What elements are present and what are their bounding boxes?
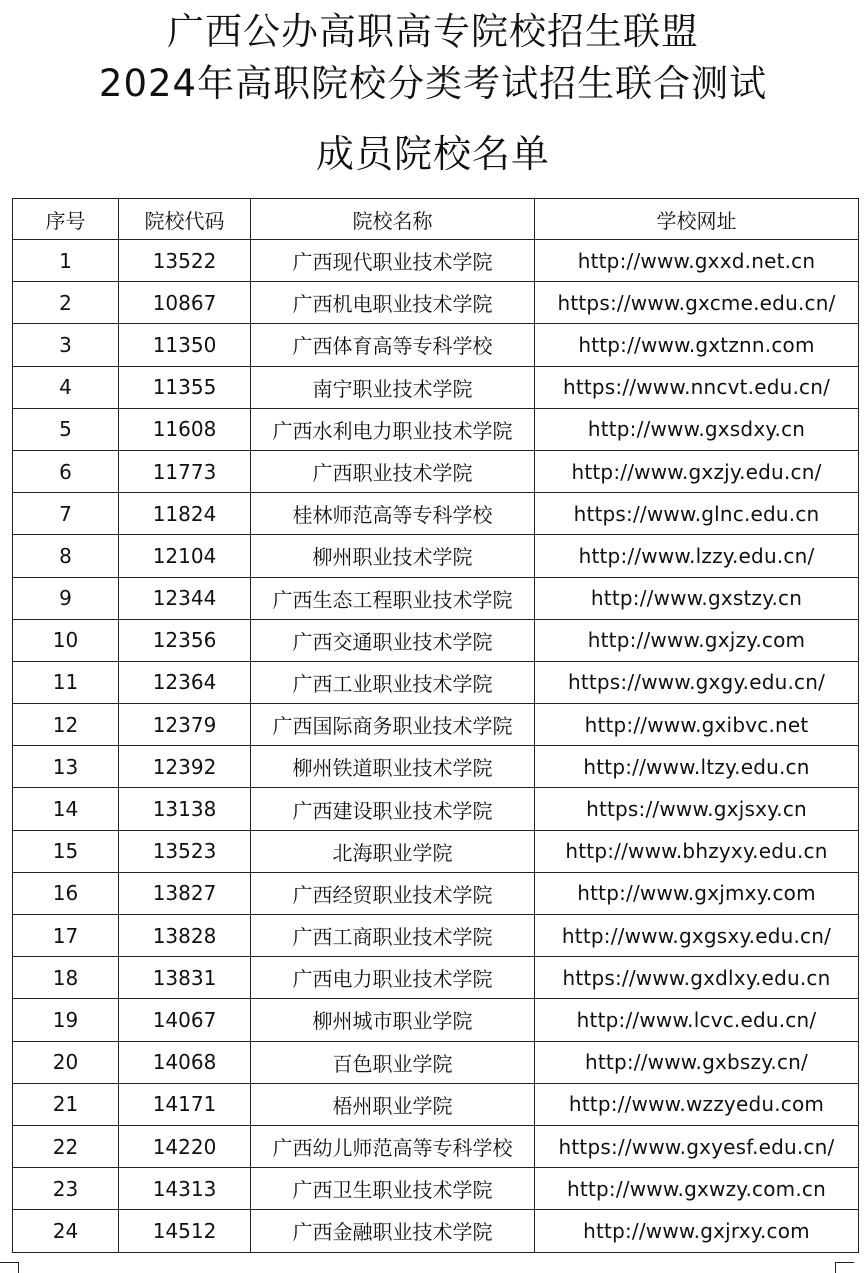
table-row bbox=[13, 957, 859, 999]
school-name: 广西工业职业技术学院 bbox=[251, 661, 535, 703]
table-row bbox=[13, 366, 859, 408]
school-website[interactable]: https://www.gxyesf.edu.cn/ bbox=[535, 1125, 859, 1167]
table-row bbox=[13, 1125, 859, 1167]
row-index: 12 bbox=[13, 704, 119, 746]
header-code: 院校代码 bbox=[119, 199, 251, 240]
row-index: 8 bbox=[13, 535, 119, 577]
school-website[interactable]: https://www.gxgy.edu.cn/ bbox=[535, 661, 859, 703]
school-name: 北海职业学院 bbox=[251, 830, 535, 872]
school-website[interactable]: http://www.gxjzy.com bbox=[535, 619, 859, 661]
row-index: 23 bbox=[13, 1168, 119, 1210]
school-code: 12344 bbox=[119, 577, 251, 619]
title-line-1: 广西公办高职高专院校招生联盟 bbox=[167, 10, 699, 53]
title-line-2: 2024年高职院校分类考试招生联合测试 bbox=[98, 62, 768, 105]
row-index: 16 bbox=[13, 872, 119, 914]
school-code: 11824 bbox=[119, 493, 251, 535]
school-code: 11350 bbox=[119, 324, 251, 366]
school-name: 广西电力职业技术学院 bbox=[251, 957, 535, 999]
school-name: 广西经贸职业技术学院 bbox=[251, 872, 535, 914]
school-code: 13827 bbox=[119, 872, 251, 914]
school-name: 广西现代职业技术学院 bbox=[251, 240, 535, 282]
school-website[interactable]: http://www.gxbszy.cn/ bbox=[535, 1041, 859, 1083]
table-row bbox=[13, 915, 859, 957]
school-website[interactable]: http://www.gxjrxy.com bbox=[535, 1210, 859, 1252]
school-code: 14512 bbox=[119, 1210, 251, 1252]
table-row bbox=[13, 619, 859, 661]
row-index: 5 bbox=[13, 408, 119, 450]
school-code: 12392 bbox=[119, 746, 251, 788]
row-index: 11 bbox=[13, 661, 119, 703]
school-name: 广西水利电力职业技术学院 bbox=[251, 408, 535, 450]
row-index: 22 bbox=[13, 1125, 119, 1167]
school-website[interactable]: https://www.glnc.edu.cn bbox=[535, 493, 859, 535]
school-website[interactable]: http://www.gxwzy.com.cn bbox=[535, 1168, 859, 1210]
school-name: 广西机电职业技术学院 bbox=[251, 282, 535, 324]
school-website[interactable]: https://www.gxcme.edu.cn/ bbox=[535, 282, 859, 324]
school-code: 12379 bbox=[119, 704, 251, 746]
row-index: 21 bbox=[13, 1083, 119, 1125]
table-row bbox=[13, 1083, 859, 1125]
school-code: 12356 bbox=[119, 619, 251, 661]
table-row bbox=[13, 240, 859, 282]
header-school-name: 院校名称 bbox=[251, 199, 535, 240]
school-name: 广西国际商务职业技术学院 bbox=[251, 704, 535, 746]
row-index: 15 bbox=[13, 830, 119, 872]
table-row bbox=[13, 577, 859, 619]
row-index: 3 bbox=[13, 324, 119, 366]
school-name: 广西交通职业技术学院 bbox=[251, 619, 535, 661]
school-name: 广西职业技术学院 bbox=[251, 450, 535, 492]
school-code: 13138 bbox=[119, 788, 251, 830]
school-code: 13523 bbox=[119, 830, 251, 872]
school-code: 12364 bbox=[119, 661, 251, 703]
school-name: 广西生态工程职业技术学院 bbox=[251, 577, 535, 619]
school-code: 14171 bbox=[119, 1083, 251, 1125]
row-index: 10 bbox=[13, 619, 119, 661]
school-code: 13831 bbox=[119, 957, 251, 999]
row-index: 14 bbox=[13, 788, 119, 830]
school-code: 13522 bbox=[119, 240, 251, 282]
row-index: 7 bbox=[13, 493, 119, 535]
table-continuation-edge-left bbox=[0, 1262, 19, 1273]
school-name: 南宁职业技术学院 bbox=[251, 366, 535, 408]
school-name: 百色职业学院 bbox=[251, 1041, 535, 1083]
table-row bbox=[13, 408, 859, 450]
school-code: 12104 bbox=[119, 535, 251, 577]
table-row bbox=[13, 661, 859, 703]
school-code: 13828 bbox=[119, 915, 251, 957]
title-line-3: 成员院校名单 bbox=[315, 132, 550, 176]
row-index: 4 bbox=[13, 366, 119, 408]
school-website[interactable]: http://www.lzzy.edu.cn/ bbox=[535, 535, 859, 577]
school-name: 广西卫生职业技术学院 bbox=[251, 1168, 535, 1210]
school-website[interactable]: http://www.ltzy.edu.cn bbox=[535, 746, 859, 788]
row-index: 9 bbox=[13, 577, 119, 619]
school-name: 柳州职业技术学院 bbox=[251, 535, 535, 577]
school-code: 10867 bbox=[119, 282, 251, 324]
school-website[interactable]: http://www.wzzyedu.com bbox=[535, 1083, 859, 1125]
row-index: 2 bbox=[13, 282, 119, 324]
row-index: 24 bbox=[13, 1210, 119, 1252]
table-row bbox=[13, 999, 859, 1041]
table-row bbox=[13, 324, 859, 366]
school-name: 梧州职业学院 bbox=[251, 1083, 535, 1125]
header-index: 序号 bbox=[13, 199, 119, 240]
school-website[interactable]: http://www.gxzjy.edu.cn/ bbox=[535, 450, 859, 492]
school-website[interactable]: http://www.lcvc.edu.cn/ bbox=[535, 999, 859, 1041]
school-website[interactable]: https://www.gxjsxy.cn bbox=[535, 788, 859, 830]
table-row bbox=[13, 1168, 859, 1210]
school-website[interactable]: http://www.gxstzy.cn bbox=[535, 577, 859, 619]
table-row bbox=[13, 872, 859, 914]
school-code: 14068 bbox=[119, 1041, 251, 1083]
table-row bbox=[13, 746, 859, 788]
school-website[interactable]: http://www.gxsdxy.cn bbox=[535, 408, 859, 450]
school-name: 广西建设职业技术学院 bbox=[251, 788, 535, 830]
table-continuation-edge-right bbox=[835, 1262, 854, 1273]
table-row bbox=[13, 1041, 859, 1083]
table-row bbox=[13, 1210, 859, 1252]
school-code: 11355 bbox=[119, 366, 251, 408]
school-code: 14313 bbox=[119, 1168, 251, 1210]
school-website[interactable]: http://www.gxtznn.com bbox=[535, 324, 859, 366]
school-code: 14220 bbox=[119, 1125, 251, 1167]
table-row bbox=[13, 535, 859, 577]
school-website[interactable]: https://www.gxdlxy.edu.cn bbox=[535, 957, 859, 999]
table-header-row bbox=[13, 199, 859, 240]
school-name: 广西金融职业技术学院 bbox=[251, 1210, 535, 1252]
school-code: 14067 bbox=[119, 999, 251, 1041]
header-website: 学校网址 bbox=[535, 199, 859, 240]
row-index: 1 bbox=[13, 240, 119, 282]
table-row bbox=[13, 493, 859, 535]
school-name: 桂林师范高等专科学校 bbox=[251, 493, 535, 535]
row-index: 13 bbox=[13, 746, 119, 788]
row-index: 19 bbox=[13, 999, 119, 1041]
school-website[interactable]: http://www.gxjmxy.com bbox=[535, 872, 859, 914]
school-name: 广西幼儿师范高等专科学校 bbox=[251, 1125, 535, 1167]
row-index: 20 bbox=[13, 1041, 119, 1083]
school-website[interactable]: https://www.nncvt.edu.cn/ bbox=[535, 366, 859, 408]
table-row bbox=[13, 704, 859, 746]
row-index: 17 bbox=[13, 915, 119, 957]
school-name: 柳州铁道职业技术学院 bbox=[251, 746, 535, 788]
school-website[interactable]: http://www.bhzyxy.edu.cn bbox=[535, 830, 859, 872]
table-row bbox=[13, 282, 859, 324]
school-website[interactable]: http://www.gxxd.net.cn bbox=[535, 240, 859, 282]
school-name: 广西体育高等专科学校 bbox=[251, 324, 535, 366]
school-website[interactable]: http://www.gxgsxy.edu.cn/ bbox=[535, 915, 859, 957]
row-index: 6 bbox=[13, 450, 119, 492]
member-schools-table bbox=[12, 198, 859, 1253]
school-name: 广西工商职业技术学院 bbox=[251, 915, 535, 957]
school-name: 柳州城市职业学院 bbox=[251, 999, 535, 1041]
table-row bbox=[13, 450, 859, 492]
table-row bbox=[13, 830, 859, 872]
row-index: 18 bbox=[13, 957, 119, 999]
school-code: 11773 bbox=[119, 450, 251, 492]
table-row bbox=[13, 788, 859, 830]
school-website[interactable]: http://www.gxibvc.net bbox=[535, 704, 859, 746]
school-code: 11608 bbox=[119, 408, 251, 450]
